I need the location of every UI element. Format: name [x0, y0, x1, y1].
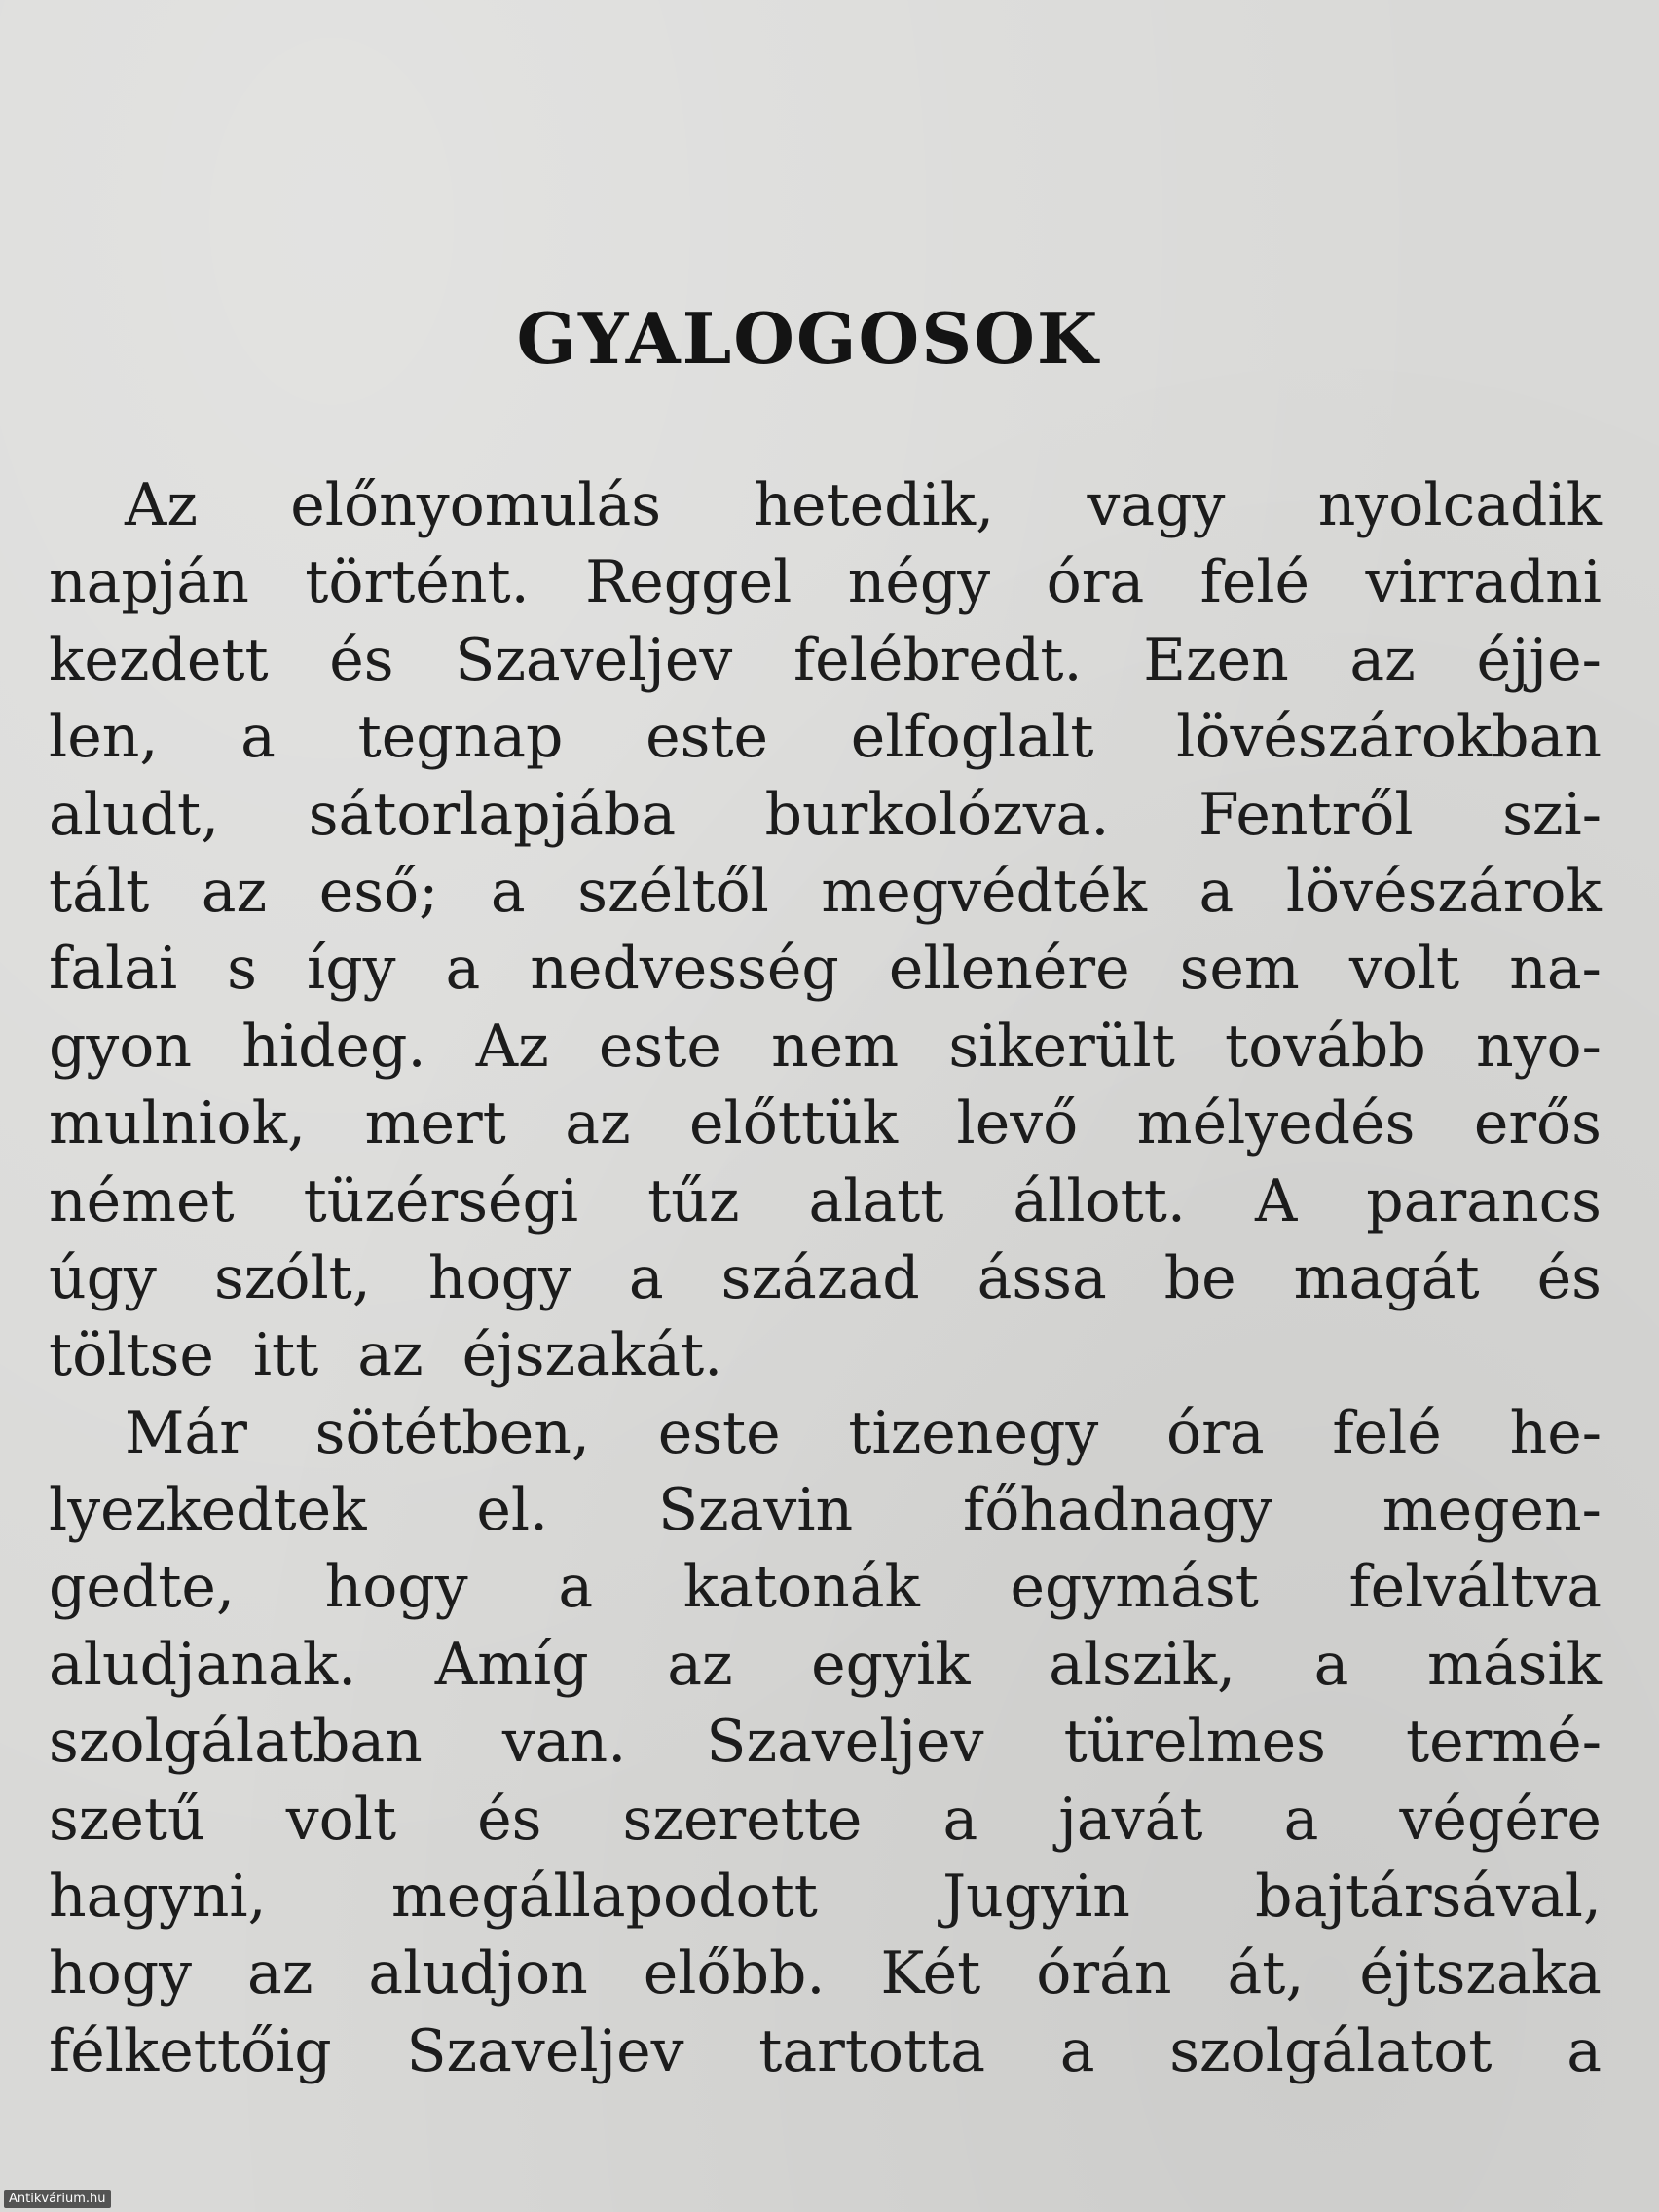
- word: tüzérségi: [303, 1166, 579, 1235]
- word: a: [445, 935, 481, 1004]
- word: sötétben,: [314, 1398, 590, 1467]
- word: Szaveljev: [406, 2016, 684, 2085]
- word: négy: [847, 548, 991, 617]
- word: felé: [1199, 548, 1310, 617]
- word: előttük: [689, 1089, 899, 1159]
- text-line: [49, 1627, 1602, 1704]
- text-line: [49, 1163, 1602, 1240]
- word: he-: [1509, 1398, 1602, 1467]
- word: napján: [49, 548, 249, 617]
- word: másik: [1426, 1630, 1602, 1699]
- word: megvédték: [821, 857, 1147, 926]
- word: sikerült: [948, 1012, 1175, 1081]
- word: volt: [285, 1785, 397, 1854]
- word: el.: [476, 1476, 549, 1545]
- word: sátorlapjába: [308, 780, 677, 849]
- word: nyo-: [1475, 1012, 1602, 1081]
- word: előnyomulás: [290, 471, 662, 539]
- word: az: [357, 1321, 424, 1390]
- word: század: [720, 1243, 920, 1312]
- word: Az: [125, 471, 198, 539]
- word: egymást: [1010, 1553, 1259, 1622]
- word: sem: [1179, 935, 1300, 1004]
- word: hogy: [324, 1553, 468, 1622]
- word: hideg.: [241, 1012, 426, 1081]
- word: gedte,: [49, 1553, 236, 1622]
- word: éjszakát.: [461, 1321, 723, 1390]
- word: burkolózva.: [764, 780, 1110, 849]
- word: az: [1349, 625, 1416, 694]
- word: át,: [1227, 1939, 1305, 2009]
- word: ellenére: [888, 935, 1130, 1004]
- word: tizenegy: [848, 1398, 1099, 1467]
- word: Szaveljev: [706, 1708, 984, 1777]
- text-line: [49, 1472, 1602, 1549]
- word: előbb.: [643, 1939, 826, 2009]
- text-line: [49, 1704, 1602, 1781]
- text-line: [49, 1317, 1602, 1394]
- word: főhadnagy: [963, 1476, 1272, 1545]
- word: termé-: [1405, 1708, 1602, 1777]
- word: felé: [1332, 1398, 1442, 1467]
- word: nem: [771, 1012, 900, 1081]
- word: és: [477, 1785, 542, 1854]
- word: és: [1536, 1243, 1602, 1312]
- word: a: [1283, 1785, 1319, 1854]
- word: Már: [125, 1398, 247, 1467]
- word: hetedik,: [754, 471, 995, 539]
- word: német: [49, 1166, 235, 1235]
- word: a: [490, 857, 526, 926]
- word: elfoglalt: [850, 703, 1094, 772]
- word: alszik,: [1049, 1630, 1236, 1699]
- word: javát: [1058, 1785, 1203, 1854]
- word: mert: [364, 1089, 506, 1159]
- text-line: [49, 1549, 1602, 1626]
- word: így: [307, 935, 396, 1004]
- text-line: [49, 1240, 1602, 1317]
- word: Jugyin: [942, 1862, 1130, 1932]
- word: van.: [501, 1708, 627, 1777]
- text-line: [49, 699, 1602, 776]
- word: Fentről: [1198, 780, 1414, 849]
- word: virradni: [1365, 548, 1602, 617]
- word: végére: [1399, 1785, 1602, 1854]
- word: éjtszaka: [1359, 1939, 1602, 2009]
- word: az: [247, 1939, 313, 2009]
- word: egyik: [811, 1630, 971, 1699]
- word: a: [1059, 2016, 1095, 2085]
- text-line: [49, 854, 1602, 931]
- word: az: [201, 857, 268, 926]
- word: tűz: [647, 1166, 740, 1235]
- word: lyezkedtek: [49, 1476, 367, 1545]
- word: gyon: [49, 1012, 193, 1081]
- word: aludjanak.: [49, 1630, 357, 1699]
- word: megen-: [1382, 1476, 1602, 1545]
- word: Az: [475, 1012, 549, 1081]
- word: úgy: [49, 1243, 157, 1312]
- word: Amíg: [434, 1630, 589, 1699]
- word: ássa: [977, 1243, 1107, 1312]
- word: magát: [1293, 1243, 1480, 1312]
- word: óra: [1046, 548, 1145, 617]
- word: na-: [1509, 935, 1602, 1004]
- word: szólt,: [213, 1243, 371, 1312]
- word: eső;: [318, 857, 439, 926]
- word: A: [1254, 1166, 1298, 1235]
- word: az: [667, 1630, 733, 1699]
- word: hogy: [427, 1243, 571, 1312]
- word: megállapodott: [390, 1862, 818, 1932]
- text-line: [49, 931, 1602, 1008]
- word: mélyedés: [1136, 1089, 1416, 1159]
- word: nyolcadik: [1317, 471, 1602, 539]
- word: szolgálatot: [1169, 2016, 1493, 2085]
- text-line: [49, 1782, 1602, 1859]
- watermark: Antikvárium.hu: [4, 2190, 111, 2208]
- word: lövészárokban: [1176, 703, 1602, 772]
- word: széltől: [577, 857, 769, 926]
- text-line: [49, 467, 1602, 544]
- text-line: [49, 1859, 1602, 1936]
- word: szi-: [1502, 780, 1602, 849]
- word: a: [1198, 857, 1235, 926]
- word: felváltva: [1348, 1553, 1602, 1622]
- word: aludjon: [368, 1939, 588, 2009]
- word: és: [329, 625, 394, 694]
- word: itt: [252, 1321, 319, 1390]
- word: katonák: [682, 1553, 920, 1622]
- word: tegnap: [357, 703, 564, 772]
- word: állott.: [1013, 1166, 1186, 1235]
- word: órán: [1036, 1939, 1172, 2009]
- word: lövészárok: [1285, 857, 1602, 926]
- word: Szaveljev: [455, 625, 733, 694]
- word: mulniok,: [49, 1089, 307, 1159]
- word: s: [227, 935, 257, 1004]
- word: Szavin: [657, 1476, 854, 1545]
- word: éjje-: [1476, 625, 1602, 694]
- word: a: [1567, 2016, 1602, 2085]
- word: hogy: [49, 1939, 193, 2009]
- word: szerette: [622, 1785, 863, 1854]
- word: este: [657, 1398, 781, 1467]
- text-line: [49, 1395, 1602, 1472]
- word: óra: [1166, 1398, 1265, 1467]
- text-line: [49, 1086, 1602, 1162]
- text-line: [49, 1936, 1602, 2012]
- word: szolgálatban: [49, 1708, 423, 1777]
- word: történt.: [305, 548, 530, 617]
- word: hagyni,: [49, 1862, 267, 1932]
- word: tovább: [1225, 1012, 1426, 1081]
- word: tartotta: [758, 2016, 986, 2085]
- word: felébredt.: [793, 625, 1083, 694]
- word: vagy: [1087, 471, 1226, 539]
- word: bajtársával,: [1255, 1862, 1602, 1932]
- word: Ezen: [1143, 625, 1289, 694]
- word: alatt: [808, 1166, 944, 1235]
- word: nedvesség: [530, 935, 839, 1004]
- word: falai: [49, 935, 178, 1004]
- body-text: [49, 467, 1602, 2090]
- word: levő: [956, 1089, 1079, 1159]
- word: be: [1163, 1243, 1236, 1312]
- word: parancs: [1366, 1166, 1602, 1235]
- word: töltse: [49, 1321, 214, 1390]
- word: az: [565, 1089, 631, 1159]
- word: türelmes: [1063, 1708, 1326, 1777]
- word: szetű: [49, 1785, 205, 1854]
- word: Két: [880, 1939, 981, 2009]
- word: Reggel: [585, 548, 793, 617]
- word: este: [645, 703, 769, 772]
- text-line: [49, 544, 1602, 621]
- word: a: [558, 1553, 594, 1622]
- word: este: [598, 1012, 721, 1081]
- word: a: [1313, 1630, 1349, 1699]
- word: len,: [49, 703, 159, 772]
- word: kezdett: [49, 625, 269, 694]
- text-line: [49, 2013, 1602, 2090]
- word: aludt,: [49, 780, 220, 849]
- text-line: [49, 622, 1602, 699]
- chapter-title: GYALOGOSOK: [516, 297, 1100, 380]
- word: a: [942, 1785, 978, 1854]
- word: volt: [1348, 935, 1460, 1004]
- word: a: [628, 1243, 664, 1312]
- text-line: [49, 777, 1602, 854]
- word: tált: [49, 857, 150, 926]
- word: erős: [1473, 1089, 1602, 1159]
- word: félkettőig: [49, 2016, 332, 2085]
- text-line: [49, 1009, 1602, 1086]
- word: a: [240, 703, 276, 772]
